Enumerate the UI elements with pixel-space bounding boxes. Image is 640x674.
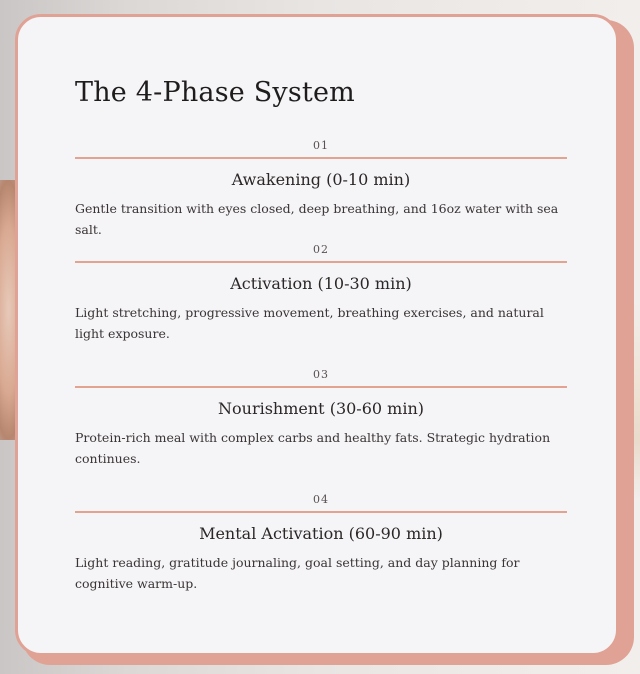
phase-item-activation <box>75 241 567 344</box>
phase-title: Activation (10-30 min) <box>230 274 412 293</box>
phase-item-awakening <box>75 137 567 240</box>
phase-divider <box>75 511 567 513</box>
phase-number: 03 <box>313 368 329 381</box>
phase-description: Light stretching, progressive movement, breathing exercises, and natural light exposure. <box>75 305 544 341</box>
phase-divider <box>75 386 567 388</box>
phase-item-mental-activation <box>75 491 567 594</box>
phase-item-nourishment <box>75 366 567 469</box>
phase-description: Light reading, gratitude journaling, goal setting, and day planning for cognitive warm-up. <box>75 555 520 591</box>
phase-system-card <box>15 14 619 656</box>
phase-title: Mental Activation (60-90 min) <box>199 524 443 543</box>
phase-divider <box>75 261 567 263</box>
phase-title: Awakening (0-10 min) <box>231 170 411 189</box>
phase-description: Protein-rich meal with complex carbs and healthy fats. Strategic hydration continues. <box>75 430 551 466</box>
phase-number: 04 <box>313 493 329 506</box>
card-title: The 4-Phase System <box>75 77 355 108</box>
phase-description: Gentle transition with eyes closed, deep breathing, and 16oz water with sea salt. <box>75 201 559 237</box>
phase-title: Nourishment (30-60 min) <box>218 399 424 418</box>
phase-divider <box>75 157 567 159</box>
phase-number: 01 <box>313 139 329 152</box>
phase-number: 02 <box>313 243 329 256</box>
